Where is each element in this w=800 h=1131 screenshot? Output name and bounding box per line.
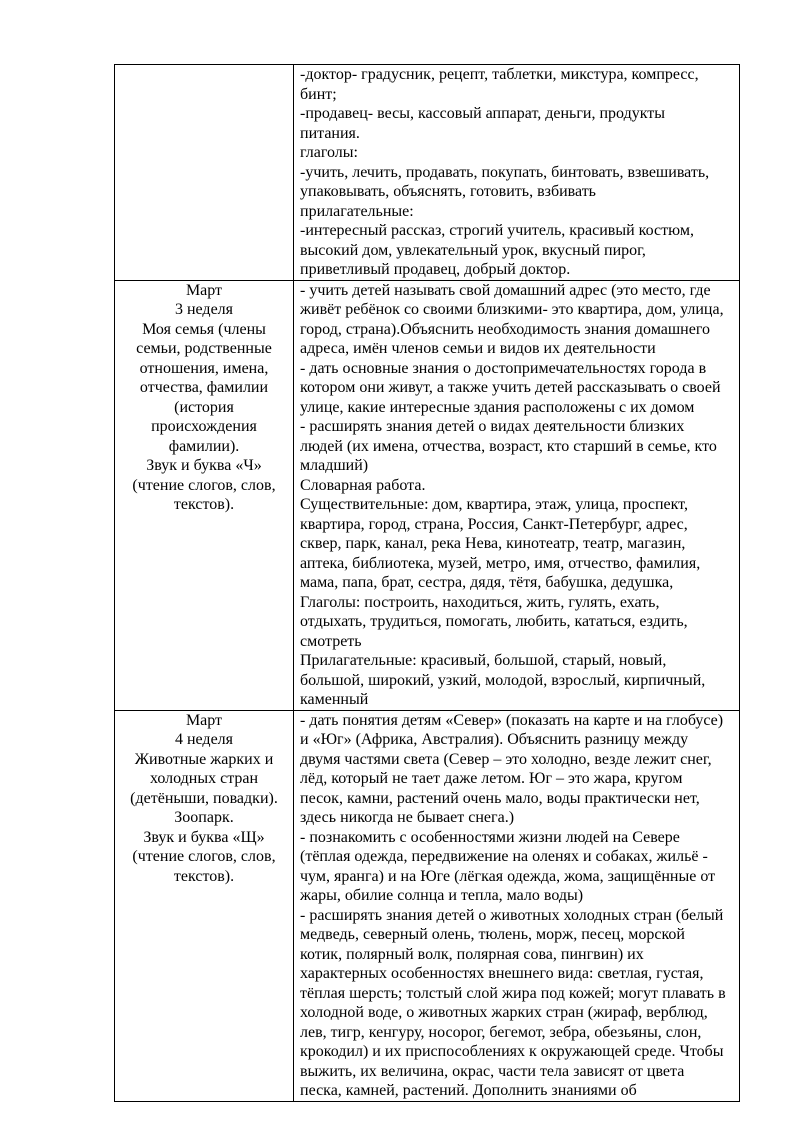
plan-table [114,64,740,1102]
text-line: выжить, их величина, окрас, части тела зависят от цвета [300,1062,685,1080]
text-line: глаголы: [300,144,358,161]
table-row [115,280,740,710]
topic-line: происхождения [151,418,257,435]
content-cell [294,710,740,1101]
text-line: -продавец- весы, кассовый аппарат, деньги, продукты [300,105,666,122]
topic-line: Звук и буква «Ч» [146,457,262,474]
topic-cell [115,710,294,1101]
text-line: лев, тигр, кенгуру, носорог, бегемот, зебра, обезьяны, слон, [300,1023,702,1041]
topic-line: Моя семья (члены [142,320,266,338]
topic-line: текстов). [173,867,235,885]
text-line: Прилагательные: красивый, большой, старый, новый, [300,652,667,669]
topic-cell [115,65,294,281]
text-line: (тёплая одежда, передвижение на оленях и собаках, жильё - [300,848,708,865]
text-line: песка, камней, растений. Дополнить знаниями об [300,1082,637,1099]
text-line: питания. [300,124,360,142]
text-line: улице, какие интересные здания расположены с их домом [300,398,695,416]
text-line: котик, полярный волк, полярная сова, пингвин) их [300,945,644,963]
table-row [115,65,740,281]
content-cell [294,280,740,710]
text-line: Глаголы: построить, находиться, жить, гулять, ехать, [300,593,660,611]
text-line: песок, камни, растений очень мало, воды практически нет, [300,789,700,807]
topic-line: 3 неделя [174,301,234,318]
text-line: большой, широкий, узкий, молодой, взрослый, кирпичный, [300,671,706,689]
topic-line: холодных стран [149,770,259,787]
topic-line: Март [185,711,223,729]
text-line: - дать основные знания о достопримечательностях города в [300,359,707,377]
text-line: Словарная работа. [300,476,426,494]
text-line: живёт ребёнок со своими близкими- это квартира, дом, улица, [300,301,724,318]
text-line: аптека, библиотека, музей, метро, имя, отчество, фамилия, [300,554,701,572]
topic-line: фамилии). [168,437,240,455]
text-line: прилагательные: [300,202,414,220]
text-line: квартира, город, страна, Россия, Санкт-Петербург, адрес, [300,515,688,533]
table-row [115,710,740,1101]
content-cell [294,65,740,281]
text-line: упаковывать, объяснять, готовить, взбивать [300,183,596,200]
topic-line: текстов). [173,496,235,513]
text-line: сквер, парк, канал, река Нева, кинотеатр, театр, магазин, [300,535,686,552]
topic-line: 4 неделя [174,731,234,748]
topic-line: (чтение слогов, слов, [132,476,276,494]
text-line: тёплая шерсть; толстый слой жира под кожей; могут плавать в [300,984,726,1002]
text-line: - учить детей называть свой домашний адрес (это место, где [300,281,711,299]
topic-cell [115,280,294,710]
text-line: приветливый продавец, добрый доктор. [300,261,571,278]
text-line: мама, папа, брат, сестра, дядя, тётя, бабушка, дедушка, [300,574,674,591]
topic-line: Звук и буква «Щ» [143,828,265,846]
text-line: холодной воде, о животных жарких стран (жираф, верблюд, [300,1004,708,1021]
text-line: двумя частями света (Север – это холодно, везде лежит снег, [300,750,712,768]
text-line: чум, яранга) и на Юге (лёгкая одежда, жома, защищённые от [300,867,716,885]
text-line: - дать понятия детям «Север» (показать на карте и на глобусе) [300,711,724,729]
text-line: бинт; [300,85,337,103]
text-line: - познакомить с особенностями жизни людей на Севере [300,828,680,846]
text-line: котором они живут, а также учить детей рассказывать о своей [300,379,721,396]
topic-line: (детёныши, повадки). [130,789,278,807]
text-line: каменный [300,691,369,708]
text-line: высокий дом, увлекательный урок, вкусный пирог, [300,241,646,259]
text-line: -доктор- градусник, рецепт, таблетки, микстура, компресс, [300,66,699,83]
text-line: крокодил) и их приспособлениях к окружающей среде. Чтобы [300,1043,724,1060]
text-line: отдыхать, трудиться, помогать, любить, кататься, ездить, [300,613,688,630]
text-line: младший) [300,457,369,474]
text-line: здесь никогда не бывает снега.) [300,809,515,826]
text-line: -интересный рассказ, строгий учитель, красивый костюм, [300,222,694,239]
topic-line: семьи, родственные [136,340,272,357]
text-line: людей (их имена, отчества, возраст, кто старший в семье, кто [300,437,717,455]
text-line: жары, обилие солнца и тепла, мало воды) [300,887,584,904]
topic-line: Животные жарких и [134,750,274,768]
topic-line: отношения, имена, [139,359,269,377]
text-line: лёд, который не тает даже летом. Юг – это жара, кругом [300,770,683,787]
text-line: характерных особенностях внешнего вида: светлая, густая, [300,965,704,982]
text-line: город, страна).Объяснить необходимость знания домашнего [300,320,710,338]
text-line: -учить, лечить, продавать, покупать, бинтовать, взвешивать, [300,163,710,181]
text-line: - расширять знания детей о животных холодных стран (белый [300,906,724,924]
topic-line: (чтение слогов, слов, [132,848,276,865]
text-line: медведь, северный олень, тюлень, морж, песец, морской [300,926,685,943]
text-line: Существительные: дом, квартира, этаж, улица, проспект, [300,496,688,513]
topic-line: (история [174,398,234,416]
text-line: смотреть [300,632,362,650]
topic-line: отчества, фамилии [139,379,269,396]
text-line: - расширять знания детей о видах деятельности близких [300,418,685,435]
text-line: и «Юг» (Африка, Австралия). Объяснить разницу между [300,731,689,748]
text-line: адреса, имён членов семьи и видов их деятельности [300,340,656,357]
topic-line: Март [185,281,223,299]
topic-line: Зоопарк. [174,809,234,826]
